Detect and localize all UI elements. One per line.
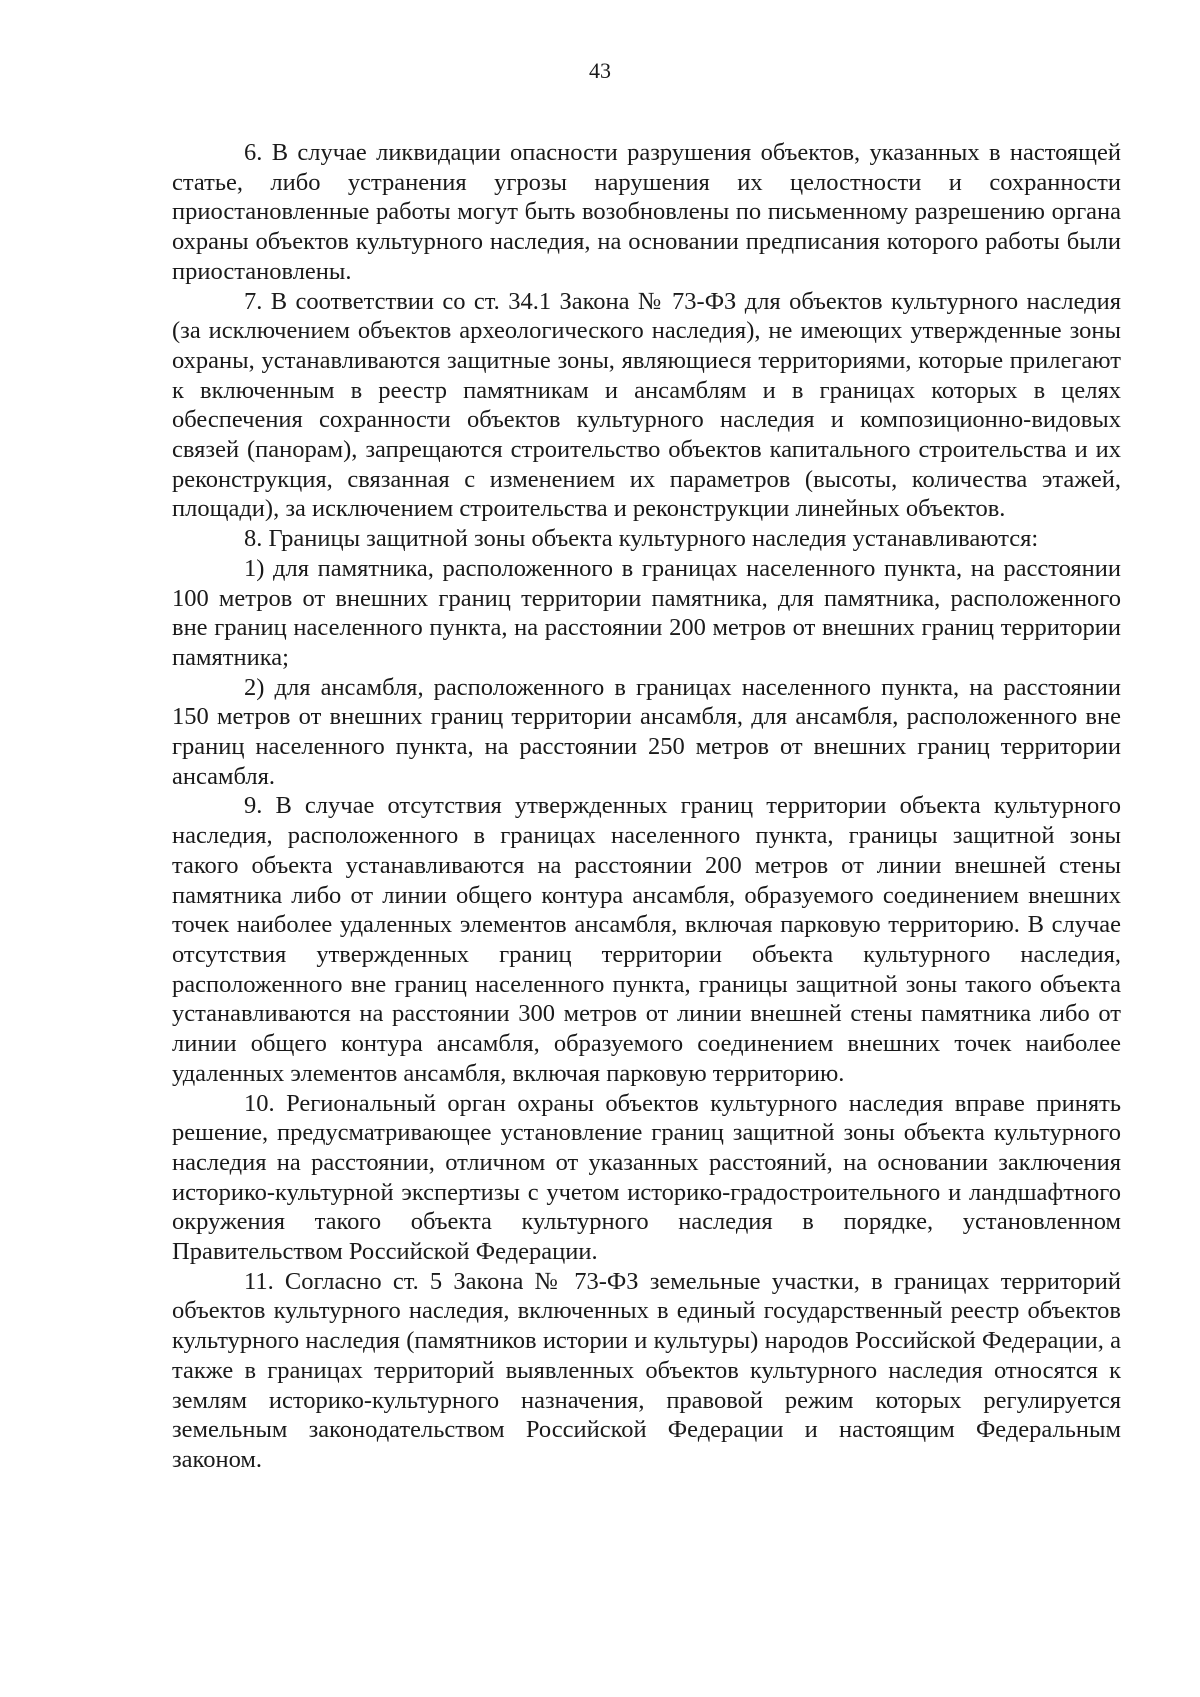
paragraph-7: 7. В соответствии со ст. 34.1 Закона № 73-ФЗ для объектов культурного наследия (за исключением объектов археологического наследия), не имеющих утвержденные зоны охраны, устанавливаются защитные зоны, являющиеся территориями, которые прилегают к включенным в реестр памятникам и ансамблям и в границах которых в целях обеспечения сохранности объектов культурного наследия и композиционно-видовых связей (панорам), запрещаются строительство объектов капитального строительства и их реконструкция, связанная с изменением их параметров (высоты, количества этажей, площади), за исключением строительства и реконструкции линейных объектов. [172, 287, 1121, 523]
page-number: 43 [589, 58, 611, 83]
document-body [172, 138, 1121, 1475]
paragraph-8: 8. Границы защитной зоны объекта культурного наследия устанавливаются: [244, 525, 1039, 553]
paragraph-10: 10. Региональный орган охраны объектов культурного наследия вправе принять решение, предусматривающее установление границ защитной зоны объекта культурного наследия на расстоянии, отличном от указанных расстояний, на основании заключения историко-культурной экспертизы с учетом историко-градостроительного и ландшафтного окружения такого объекта культурного наследия в порядке, установленном Правительством Российской Федерации. [172, 1089, 1121, 1266]
paragraph-6: 6. В случае ликвидации опасности разрушения объектов, указанных в настоящей статье, либо устранения угрозы нарушения их целостности и сохранности приостановленные работы могут быть возобновлены по письменному разрешению органа охраны объектов культурного наследия, на основании предписания которого работы были приостановлены. [172, 139, 1121, 285]
paragraph-8-item-2: 2) для ансамбля, расположенного в границах населенного пункта, на расстоянии 150 метров от внешних границ территории ансамбля, для ансамбля, расположенного вне границ населенного пункта, на расстоянии 250 метров от внешних границ территории ансамбля. [172, 673, 1121, 790]
paragraph-11: 11. Согласно ст. 5 Закона № 73-ФЗ земельные участки, в границах территорий объектов культурного наследия, включенных в единый государственный реестр объектов культурного наследия (памятников истории и культуры) народов Российской Федерации, а также в границах территорий выявленных объектов культурного наследия относятся к землям историко-культурного назначения, правовой режим которых регулируется земельным законодательством Российской Федерации и настоящим Федеральным законом. [172, 1267, 1121, 1473]
paragraph-8-item-1: 1) для памятника, расположенного в границах населенного пункта, на расстоянии 100 метров от внешних границ территории памятника, для памятника, расположенного вне границ населенного пункта, на расстоянии 200 метров от внешних границ территории памятника; [172, 554, 1121, 671]
paragraph-9: 9. В случае отсутствия утвержденных границ территории объекта культурного наследия, расположенного в границах населенного пункта, границы защитной зоны такого объекта устанавливаются на расстоянии 200 метров от линии внешней стены памятника либо от линии общего контура ансамбля, образуемого соединением внешних точек наиболее удаленных элементов ансамбля, включая парковую территорию. В случае отсутствия утвержденных границ территории объекта культурного наследия, расположенного вне границ населенного пункта, границы защитной зоны такого объекта устанавливаются на расстоянии 300 метров от линии внешней стены памятника либо от линии общего контура ансамбля, образуемого соединением внешних точек наиболее удаленных элементов ансамбля, включая парковую территорию. [172, 792, 1121, 1087]
